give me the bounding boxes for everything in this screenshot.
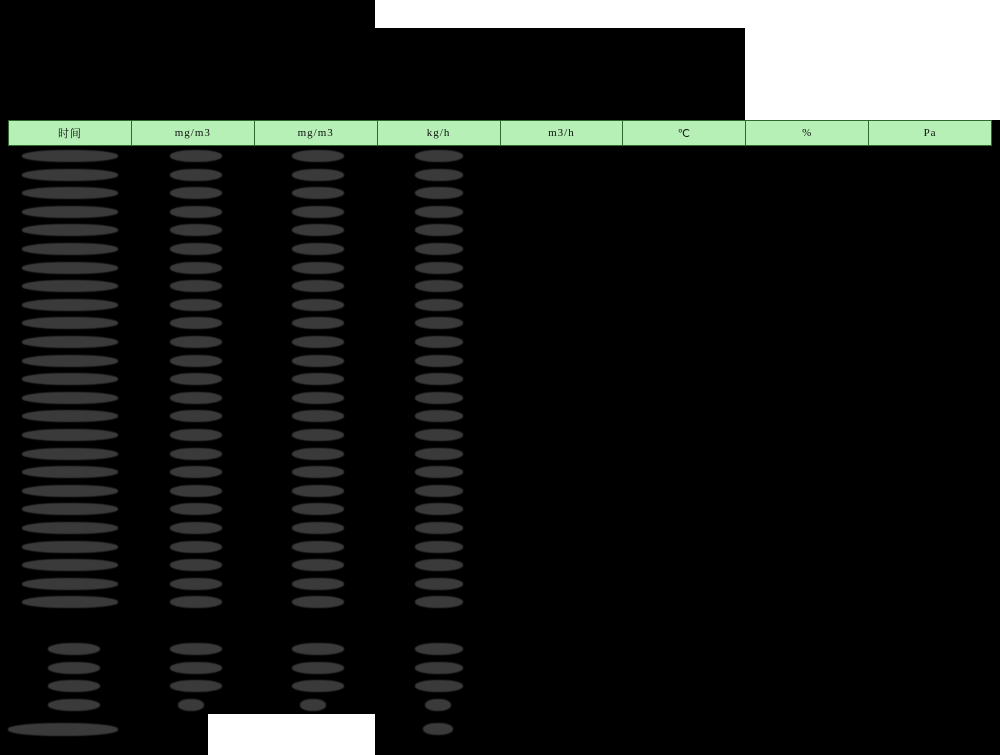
table-cell-redacted (415, 224, 463, 236)
table-cell-redacted (170, 522, 222, 534)
table-cell-redacted (425, 699, 451, 711)
table-cell-redacted (415, 485, 463, 497)
column-header-temperature: ℃ (623, 121, 746, 145)
table-cell-redacted (415, 680, 463, 692)
table-cell-redacted (22, 206, 118, 218)
table-header-row (8, 120, 992, 146)
table-cell-redacted (22, 466, 118, 478)
table-cell-redacted (415, 522, 463, 534)
table-cell-redacted (415, 336, 463, 348)
table-cell-redacted (292, 169, 344, 181)
table-cell-redacted (415, 317, 463, 329)
table-cell-redacted (415, 373, 463, 385)
table-cell-redacted (48, 662, 100, 674)
table-cell-redacted (170, 662, 222, 674)
table-cell-redacted (170, 466, 222, 478)
table-cell-redacted (170, 262, 222, 274)
column-header-concentration-1: mg/m3 (132, 121, 255, 145)
table-cell-redacted (415, 429, 463, 441)
table-cell-redacted (415, 206, 463, 218)
table-cell-redacted (170, 503, 222, 515)
table-cell-redacted (415, 280, 463, 292)
table-cell-redacted (22, 224, 118, 236)
table-cell-redacted (170, 392, 222, 404)
table-cell-redacted (22, 541, 118, 553)
table-cell-redacted (292, 373, 344, 385)
table-cell-redacted (22, 373, 118, 385)
table-cell-redacted (170, 243, 222, 255)
data-table (8, 120, 992, 146)
table-cell-redacted (292, 541, 344, 553)
table-cell-redacted (170, 169, 222, 181)
table-cell-redacted (292, 187, 344, 199)
table-cell-redacted (292, 299, 344, 311)
table-cell-redacted (170, 317, 222, 329)
table-cell-redacted (170, 187, 222, 199)
table-cell-redacted (22, 187, 118, 199)
table-cell-redacted (415, 643, 463, 655)
table-cell-redacted (22, 503, 118, 515)
table-cell-redacted (292, 243, 344, 255)
table-cell-redacted (170, 541, 222, 553)
table-cell-redacted (170, 485, 222, 497)
table-cell-redacted (22, 262, 118, 274)
table-cell-redacted (415, 169, 463, 181)
column-header-mass-flow: kg/h (378, 121, 501, 145)
table-cell-redacted (170, 596, 222, 608)
table-cell-redacted (22, 485, 118, 497)
table-cell-redacted (22, 429, 118, 441)
table-cell-redacted (415, 578, 463, 590)
table-cell-redacted (170, 680, 222, 692)
table-cell-redacted (415, 466, 463, 478)
table-cell-redacted (415, 299, 463, 311)
table-cell-redacted (22, 336, 118, 348)
table-cell-redacted (292, 392, 344, 404)
table-cell-redacted (292, 206, 344, 218)
table-cell-redacted (170, 206, 222, 218)
table-cell-redacted (170, 559, 222, 571)
table-cell-redacted (170, 410, 222, 422)
top-mid-block (375, 28, 745, 120)
table-cell-redacted (22, 355, 118, 367)
table-cell-redacted (22, 596, 118, 608)
table-cell-redacted (170, 448, 222, 460)
table-cell-redacted (415, 187, 463, 199)
table-cell-redacted (22, 559, 118, 571)
table-cell-redacted (22, 169, 118, 181)
table-cell-redacted (292, 224, 344, 236)
table-cell-redacted (170, 578, 222, 590)
table-cell-redacted (292, 680, 344, 692)
table-cell-redacted (22, 280, 118, 292)
table-cell-redacted (170, 643, 222, 655)
table-cell-redacted (292, 150, 344, 162)
table-cell-redacted (292, 410, 344, 422)
table-cell-redacted (292, 578, 344, 590)
table-cell-redacted (22, 243, 118, 255)
table-cell-redacted (292, 317, 344, 329)
table-cell-redacted (292, 466, 344, 478)
table-cell-redacted (292, 448, 344, 460)
table-cell-redacted (22, 410, 118, 422)
column-header-time: 时间 (9, 121, 132, 145)
table-cell-redacted (292, 280, 344, 292)
table-cell-redacted (292, 429, 344, 441)
table-cell-redacted (170, 299, 222, 311)
table-cell-redacted (415, 448, 463, 460)
table-cell-redacted (48, 643, 100, 655)
table-cell-redacted (48, 699, 100, 711)
table-cell-redacted (423, 723, 453, 735)
table-cell-redacted (22, 578, 118, 590)
table-cell-redacted (300, 699, 326, 711)
table-cell-redacted (170, 355, 222, 367)
table-cell-redacted (292, 559, 344, 571)
table-cell-redacted (170, 429, 222, 441)
table-cell-redacted (415, 392, 463, 404)
table-cell-redacted (22, 299, 118, 311)
table-cell-redacted (415, 150, 463, 162)
table-cell-redacted (415, 596, 463, 608)
top-left-block (0, 0, 375, 120)
table-cell-redacted (170, 336, 222, 348)
table-cell-redacted (22, 392, 118, 404)
table-cell-redacted (415, 541, 463, 553)
table-body-block (0, 152, 1000, 714)
table-cell-redacted (415, 243, 463, 255)
table-cell-redacted (292, 596, 344, 608)
table-cell-redacted (22, 317, 118, 329)
table-cell-redacted (292, 503, 344, 515)
table-cell-redacted (22, 448, 118, 460)
table-cell-redacted (415, 559, 463, 571)
table-cell-redacted (292, 355, 344, 367)
table-cell-redacted (415, 355, 463, 367)
table-cell-redacted (170, 373, 222, 385)
table-cell-redacted (292, 662, 344, 674)
column-header-volume-flow: m3/h (501, 121, 624, 145)
table-cell-redacted (415, 262, 463, 274)
table-cell-redacted (415, 662, 463, 674)
table-cell-redacted (292, 485, 344, 497)
table-cell-redacted (415, 503, 463, 515)
bottom-right-block (375, 714, 1000, 755)
table-cell-redacted (22, 150, 118, 162)
column-header-pressure: Pa (923, 127, 937, 139)
table-cell-redacted (178, 699, 204, 711)
table-cell-redacted (292, 643, 344, 655)
column-header-concentration-2: mg/m3 (255, 121, 378, 145)
table-cell-redacted (292, 336, 344, 348)
table-cell-redacted (170, 150, 222, 162)
table-cell-redacted (415, 410, 463, 422)
table-cell-redacted (48, 680, 100, 692)
table-cell-redacted (8, 723, 118, 736)
table-cell-redacted (170, 280, 222, 292)
table-cell-redacted (22, 522, 118, 534)
table-cell-redacted (170, 224, 222, 236)
table-cell-redacted (292, 522, 344, 534)
column-header-humidity: % (746, 121, 869, 145)
table-cell-redacted (292, 262, 344, 274)
